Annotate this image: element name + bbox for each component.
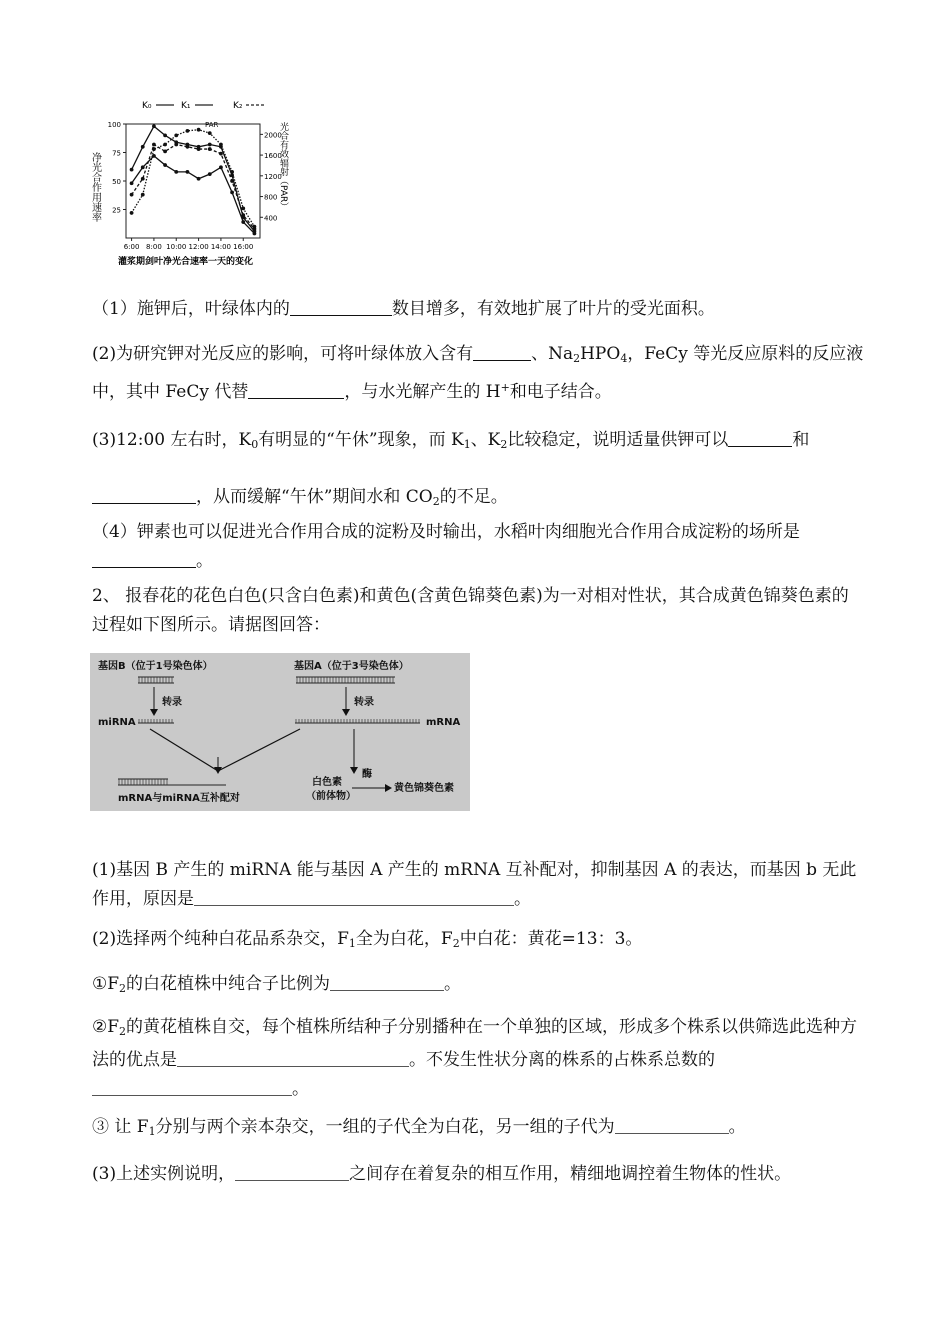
left-axis-label: 净光合作用速率 [89, 152, 101, 222]
right-tick-label: 800 [264, 193, 278, 202]
question-2-2-1 [92, 970, 864, 1003]
answer-blank-10[interactable] [92, 1077, 292, 1096]
data-point [163, 143, 167, 147]
data-point [163, 149, 167, 153]
data-point [186, 145, 190, 149]
q1-text-a: （1）施钾后，叶绿体内的 [92, 299, 290, 319]
x-tick-label: 16:00 [233, 243, 254, 251]
q2-text-c: HPO [580, 344, 621, 364]
q4-text-b: 。 [196, 551, 213, 571]
gene-b-label: 基因B（位于1号染色体） [98, 661, 213, 672]
data-point [208, 147, 212, 151]
data-point [208, 131, 212, 135]
enzyme-label: 酶 [362, 769, 372, 780]
precursor-label: （前体物） [306, 791, 356, 802]
q3-sub-2: 2 [500, 438, 508, 451]
data-point [197, 177, 201, 181]
c1-text-b: 的白花植株中纯合子比例为 [126, 974, 331, 994]
q3-sub-1: 1 [463, 438, 471, 451]
left-tick-label: 75 [112, 149, 121, 158]
s3-text-b: 之间存在着复杂的相互作用，精细地调控着生物体的性状。 [349, 1164, 792, 1184]
q1-text-b: 数目增多，有效地扩展了叶片的受光面积。 [391, 299, 715, 319]
q2-sub-2: 4 [620, 352, 628, 365]
data-point [174, 170, 178, 174]
answer-blank-6[interactable] [92, 549, 196, 568]
c2-text-b: 的黄花植株自交，每个植株所结种子分别播种在一个单独的区域，形成多个株系以供筛选此选种方法的优点是 [92, 1017, 858, 1070]
data-point [208, 143, 212, 147]
x-tick-label: 10:00 [166, 243, 187, 251]
white-pigment-label: 白色素 [312, 777, 342, 788]
q2-text-e: ，与水光解产生的 H [344, 382, 501, 402]
data-point [197, 147, 201, 151]
q3-text-a: (3)12:00 左右时，K [92, 430, 252, 450]
c3-text-b: 分别与两个亲本杂交，一组的子代全为白花，另一组的子代为 [155, 1117, 615, 1137]
left-tick-label: 50 [112, 178, 121, 186]
data-point [219, 143, 223, 147]
answer-blank-4[interactable] [728, 428, 792, 447]
q3-text-g: 的不足。 [439, 487, 508, 507]
s2-sub-1: 1 [348, 937, 356, 950]
data-point [241, 220, 245, 224]
question-2-intro [92, 582, 864, 640]
q2-sub-1: 2 [573, 352, 581, 365]
q3-text-d: 比较稳定，说明适量供钾可以 [507, 430, 729, 450]
q2-intro-text: 2、 报春花的花色白色(只含白色素)和黄色(含黄色锦葵色素)为一对相对性状，其合成黄色锦葵色素的过程如下图所示。请据图回答： [92, 586, 849, 635]
c1-text-c: 。 [444, 974, 462, 994]
s1-text-a: (1)基因 B 产生的 miRNA 能与基因 A 产生的 mRNA 互补配对，抑制基因 A 的表达，而基因 b 无此作用，原因是 [92, 860, 857, 909]
c2-text-a: ②F [92, 1017, 120, 1037]
q2-text-a: (2)为研究钾对光反应的影响，可将叶绿体放入含有 [92, 344, 474, 364]
question-2-1 [92, 856, 864, 914]
right-axis-label: 光合有效辐射（PAR） [278, 122, 288, 212]
data-point [219, 165, 223, 169]
data-point [141, 145, 145, 149]
question-2-2-3 [92, 1113, 864, 1146]
data-point [208, 172, 212, 176]
q3-sub-3: 2 [432, 495, 440, 508]
data-point [186, 170, 190, 174]
answer-blank-7[interactable] [194, 887, 514, 906]
data-point [163, 163, 167, 167]
c1-sub: 2 [119, 982, 127, 995]
right-tick-label: 1200 [264, 172, 282, 181]
question-1-3 [92, 414, 864, 528]
data-point [230, 191, 234, 195]
yellow-pigment-label: 黄色锦葵色素 [394, 783, 454, 794]
legend-k0: K₀ [142, 101, 152, 111]
mrna-label: mRNA [426, 717, 461, 728]
data-point [130, 181, 134, 185]
data-point [230, 179, 234, 183]
answer-blank-9[interactable] [177, 1048, 409, 1067]
pairing-label: mRNA与miRNA互补配对 [118, 793, 240, 804]
q3-text-b: 有明显的“午休”现象，而 K [258, 430, 464, 450]
question-1-2 [92, 340, 864, 407]
data-point [241, 213, 245, 217]
s3-text-a: (3)上述实例说明， [92, 1164, 236, 1184]
x-tick-label: 8:00 [146, 243, 162, 251]
data-point [174, 143, 178, 147]
c3-sub: 1 [148, 1125, 156, 1138]
data-point [130, 193, 134, 197]
answer-blank-3[interactable] [248, 380, 344, 399]
q4-text-a: （4）钾素也可以促进光合作用合成的淀粉及时输出，水稻叶肉细胞光合作用合成淀粉的场所是 [92, 522, 800, 542]
photosynthesis-rate-chart [88, 92, 290, 270]
x-tick-label: 12:00 [188, 243, 209, 251]
data-point [219, 152, 223, 156]
s1-text-b: 。 [514, 889, 531, 909]
answer-blank-8[interactable] [330, 972, 444, 991]
data-point [253, 225, 257, 229]
answer-blank-1[interactable] [290, 297, 392, 316]
c3-text-c: 。 [728, 1117, 746, 1137]
q3-text-e: 和 [792, 430, 810, 450]
legend-k1: K₁ [181, 101, 191, 111]
s2-text-a: (2)选择两个纯种白花品系杂交，F [92, 929, 349, 949]
transcribe-left-label: 转录 [162, 697, 182, 708]
question-2-2-2 [92, 1013, 864, 1104]
c2-text-d: 。 [292, 1079, 309, 1099]
right-tick-label: 1600 [264, 152, 282, 161]
data-point [152, 143, 156, 147]
answer-blank-5[interactable] [92, 485, 196, 504]
c2-text-c: 。不发生性状分离的株系的占株系总数的 [409, 1050, 715, 1070]
c1-text-a: ①F [92, 974, 120, 994]
gene-a-label: 基因A（位于3号染色体） [294, 661, 409, 672]
gene-expression-diagram [90, 653, 470, 811]
legend-k2: K₂ [233, 101, 243, 111]
s2-text-b: 全为白花，F [355, 929, 453, 949]
par-label: PAR [205, 121, 219, 129]
left-tick-label: 100 [107, 121, 121, 129]
x-tick-label: 14:00 [210, 243, 232, 251]
question-2-2 [92, 925, 864, 958]
q3-sub-0: 0 [251, 438, 259, 451]
q2-text-f: 和电子结合。 [509, 382, 612, 402]
data-point [152, 124, 156, 128]
c2-sub: 2 [119, 1025, 127, 1038]
c3-text-a: ③ 让 F [92, 1117, 149, 1137]
answer-blank-11[interactable] [615, 1115, 729, 1134]
right-tick-label: 2000 [264, 131, 282, 140]
s2-sub-2: 2 [452, 937, 460, 950]
q2-sup: + [500, 381, 510, 394]
data-point [230, 170, 234, 174]
question-2-3 [92, 1160, 864, 1189]
q3-text-c: 、K [470, 430, 501, 450]
q2-text-b: 、Na [531, 344, 574, 364]
mirna-label: miRNA [98, 717, 136, 728]
data-point [130, 168, 134, 172]
q2-text-d: ，FeCy 等光反应原料的反应液中，其中 FeCy 代替 [92, 344, 864, 402]
x-tick-label: 6:00 [123, 243, 140, 251]
transcribe-right-label: 转录 [354, 697, 374, 708]
data-point [152, 147, 156, 151]
data-point [197, 128, 201, 132]
data-point [141, 165, 145, 169]
data-point [174, 134, 178, 138]
data-point [141, 177, 145, 181]
data-point [163, 134, 167, 138]
data-point [186, 129, 190, 133]
left-tick-label: 25 [112, 206, 121, 215]
data-point [141, 193, 145, 197]
question-1-4 [92, 518, 864, 576]
q3-text-f: ，从而缓解“午休”期间水和 CO [196, 487, 433, 507]
data-point [241, 206, 245, 210]
data-point [130, 211, 134, 215]
chart-caption: 灌浆期剑叶净光合速率一天的变化 [118, 257, 254, 267]
right-tick-label: 400 [264, 214, 278, 223]
question-1-1 [92, 295, 864, 324]
answer-blank-12[interactable] [235, 1162, 349, 1181]
answer-blank-2[interactable] [473, 342, 531, 361]
s2-text-c: 中白花：黄花=13：3。 [459, 929, 643, 949]
